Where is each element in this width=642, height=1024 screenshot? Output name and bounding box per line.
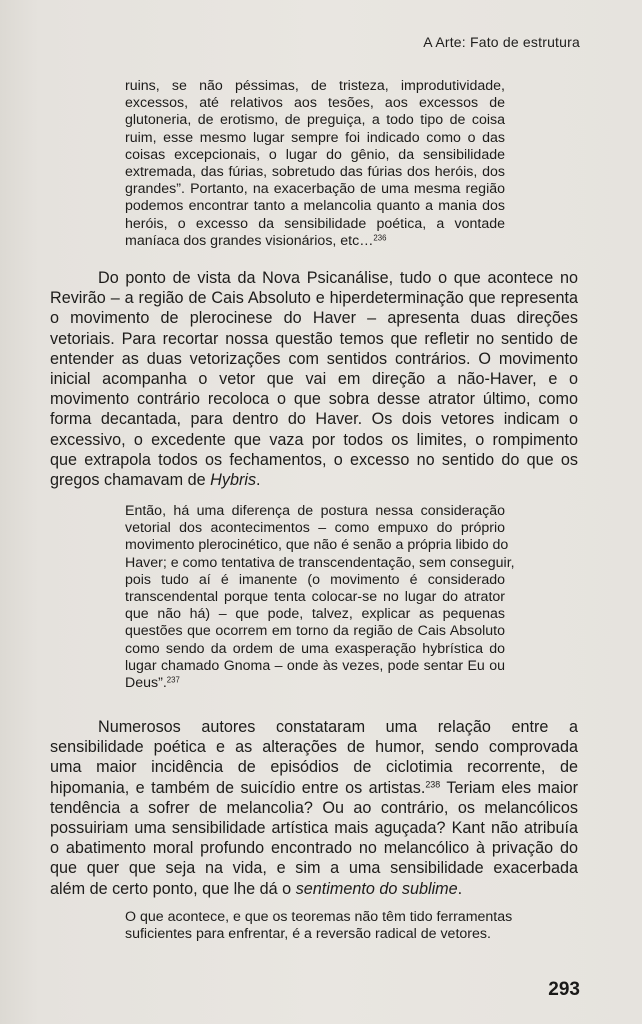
running-header: A Arte: Fato de estrutura (423, 34, 580, 50)
paragraph-line: entender as duas vetorizações com sentidos contrários. O movimento (50, 349, 578, 368)
paragraph-line: o abatimento moral profundo encontrado no melancólico à privação do (50, 839, 578, 858)
paragraph-line: o movimento de plerocinese do Haver – apresenta duas direções (50, 309, 578, 328)
paragraph-line-last (50, 879, 578, 899)
quote-line: glutoneria, de erotismo, de preguiça, a todo tipo de coisa (125, 112, 505, 129)
quote-line: extremada, das fúrias, sobretudo das fúrias dos heróis, dos (125, 164, 505, 181)
quote-line-last (125, 675, 505, 692)
footnote-ref-237[interactable]: 237 (166, 675, 180, 685)
paragraph-line: Revirão – a região de Cais Absoluto e hiperdeterminação que representa (50, 289, 578, 308)
italic-term-sublime: sentimento do sublime (295, 879, 458, 898)
quote-line: movimento plerocinético, que não é senão a própria libido do (125, 537, 509, 554)
paragraph-text: . (256, 471, 261, 490)
paragraph-line: movimento contrário recoloca o que sobra desse atrator último, como (50, 390, 578, 409)
quote-line: Então, há uma diferença de postura nessa consideração (125, 503, 505, 519)
quote-line-last (125, 233, 505, 250)
paragraph-text: gregos chamavam de (50, 471, 211, 490)
footnote-ref-238[interactable]: 238 (425, 779, 441, 790)
paragraph-line: possuiriam uma sensibilidade artística mais aguçada? Kant não atribuía (50, 819, 578, 838)
paragraph-line-footnote (50, 778, 578, 798)
italic-term-hybris: Hybris (210, 471, 257, 490)
paragraph-line-last (50, 470, 578, 490)
quote-line-last: suficientes para enfrentar, é a reversão radical de vetores. (125, 926, 491, 943)
paragraph-line: tendência a sofrer de melancolia? Ou ao contrário, os melancólicos (50, 798, 578, 817)
paragraph-line: sensibilidade poética e as alterações de humor, sendo comprovada (50, 738, 578, 757)
quote-line: vetorial dos acontecimentos – como empuxo do próprio (125, 520, 505, 537)
paragraph-line: excessivo, o excedente que vaza por todos os limites, o rompimento (50, 430, 578, 449)
body-paragraph-2 (50, 717, 578, 899)
quote-line: podemos encontrar tanto a melancolia quanto a mania dos (125, 198, 505, 215)
block-quote-3 (125, 909, 513, 943)
quote-line: ruim, esse mesmo lugar sempre foi indicado como o das (125, 129, 505, 146)
paragraph-line: uma maior incidência de episódios de ciclotimia recorrente, de (50, 758, 578, 777)
paragraph-text: Teriam eles maior (440, 778, 578, 797)
quote-line: transcendental porque tenta colocar-se no lugar do atrator (125, 589, 505, 606)
quote-line: Haver; e como tentativa de transcendentação, sem conseguir, (125, 554, 515, 571)
paragraph-line: Numerosos autores constataram uma relação entre a (98, 718, 578, 736)
page-number: 293 (548, 979, 580, 1000)
paragraph-text: além de certo ponto, que lhe dá o (50, 879, 296, 898)
quote-line: coisas excepcionais, o lugar do gênio, da sensibilidade (125, 146, 505, 163)
paragraph-line: que extrapola todos os fechamentos, o excesso no sentido do que os (50, 450, 578, 469)
quote-line: O que acontece, e que os teoremas não têm tido ferramentas (125, 909, 513, 925)
quote-line: ruins, se não péssimas, de tristeza, improdutividade, (125, 78, 505, 94)
quote-line: pois tudo aí é imanente (o movimento é considerado (125, 571, 505, 588)
quote-text: Deus”. (125, 675, 167, 692)
quote-line: heróis, o excesso da sensibilidade poética, a vontade (125, 215, 505, 232)
quote-line: que não há) – que pode, talvez, explicar as pequenas (125, 606, 505, 623)
quote-line: excessos, até relativos aos tesões, aos excessos de (125, 95, 505, 112)
quote-line: grandes”. Portanto, na exacerbação de uma mesma região (125, 181, 505, 198)
paragraph-text: . (457, 879, 463, 898)
block-quote-2 (125, 503, 515, 692)
paragraph-text: hipomania, e também de suicídio entre os artistas. (50, 778, 426, 797)
quote-text: maníaca dos grandes visionários, etc… (125, 232, 374, 249)
paragraph-line: forma decantada, para dentro do Haver. Os dois vetores indicam o (50, 410, 578, 429)
paragraph-line: vetoriais. Para recortar nossa questão temos que refletir no sentido de (50, 329, 578, 348)
paragraph-line: inicial acompanha o vetor que vai em direção a não-Haver, e o (50, 370, 578, 389)
quote-line: como sendo da ordem de uma exasperação hybrística do (125, 640, 505, 657)
quote-line: questões que ocorrem em torno da região de Cais Absoluto (125, 623, 505, 640)
quote-line: lugar chamado Gnoma – onde às vezes, pode sentar Eu ou (125, 657, 505, 674)
body-paragraph-1 (50, 268, 578, 490)
block-quote-1 (125, 78, 505, 250)
footnote-ref-236[interactable]: 236 (373, 233, 387, 243)
paragraph-line: que quer que seja na vida, e sim a uma sensibilidade exacerbada (50, 859, 578, 878)
paragraph-line: Do ponto de vista da Nova Psicanálise, tudo o que acontece no (98, 269, 578, 287)
